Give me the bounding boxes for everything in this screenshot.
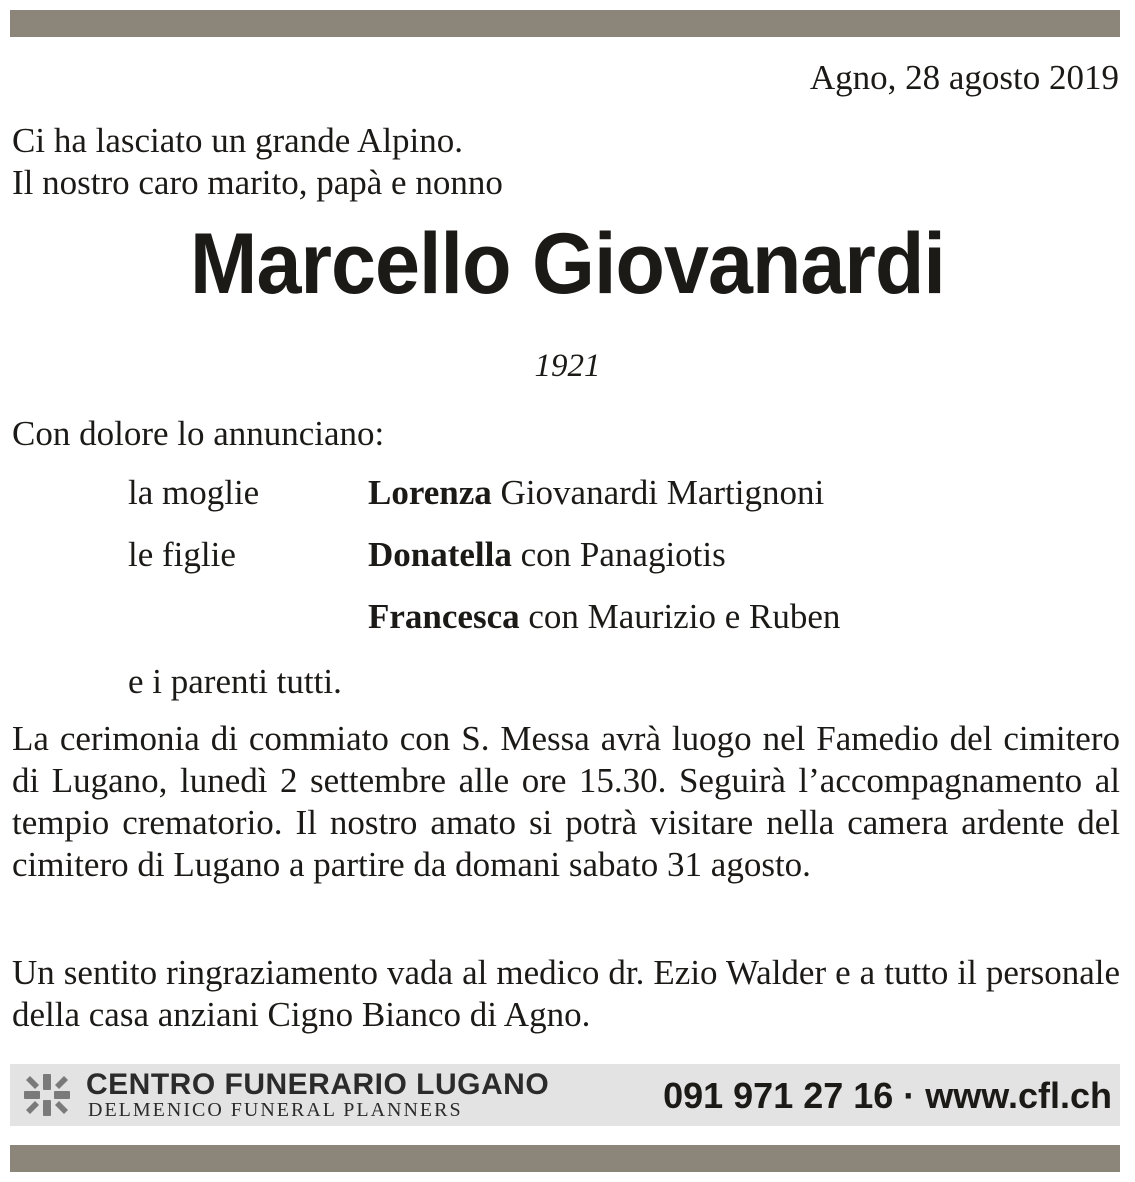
family-relation: la moglie [128, 473, 260, 512]
company-subtitle: DELMENICO FUNERAL PLANNERS [88, 1099, 463, 1121]
thanks-paragraph: Un sentito ringraziamento vada al medico dr. Ezio Walder e a tutto il personale della casa anziani Cigno Bianco di Agno. [12, 953, 1120, 1034]
deceased-name: Marcello Giovanardi [190, 216, 945, 312]
announcement-line: Con dolore lo annunciano: [12, 414, 385, 453]
bottom-border-bar [10, 1145, 1120, 1172]
birth-year: 1921 [534, 348, 601, 384]
funeral-home-footer [10, 1064, 1120, 1126]
ceremony-paragraph: La cerimonia di commiato con S. Messa avrà luogo nel Famedio del cimitero di Lugano, lunedì 2 settembre alle ore 15.30. Seguirà l’accompagnamento al tempio crematorio. Il nostro amato si potrà visitare nella camera ardente del cimitero di Lugano a partire da domani sabato 31 agosto. [12, 719, 1120, 884]
cross-flower-icon [22, 1072, 72, 1118]
family-member-name: Francesca [368, 597, 520, 636]
closing-line: e i parenti tutti. [128, 662, 342, 701]
family-member-rest: con Maurizio e Ruben [519, 597, 841, 636]
family-row [128, 597, 840, 637]
intro-text [12, 120, 503, 204]
family-member-rest: Giovanardi Martignoni [491, 473, 825, 512]
family-relation: le figlie [128, 535, 236, 574]
family-member-rest: con Panagiotis [511, 535, 726, 574]
family-row [128, 535, 726, 575]
family-row [128, 473, 824, 513]
company-contact: 091 971 27 16 · www.cfl.ch [663, 1075, 1112, 1116]
family-member-name: Donatella [368, 535, 512, 574]
company-name: CENTRO FUNERARIO LUGANO [86, 1068, 550, 1101]
intro-line-2: Il nostro caro marito, papà e nonno [12, 163, 503, 202]
date-line: Agno, 28 agosto 2019 [809, 58, 1119, 97]
top-border-bar [10, 10, 1120, 37]
family-member-name: Lorenza [368, 473, 492, 512]
intro-line-1: Ci ha lasciato un grande Alpino. [12, 121, 464, 160]
